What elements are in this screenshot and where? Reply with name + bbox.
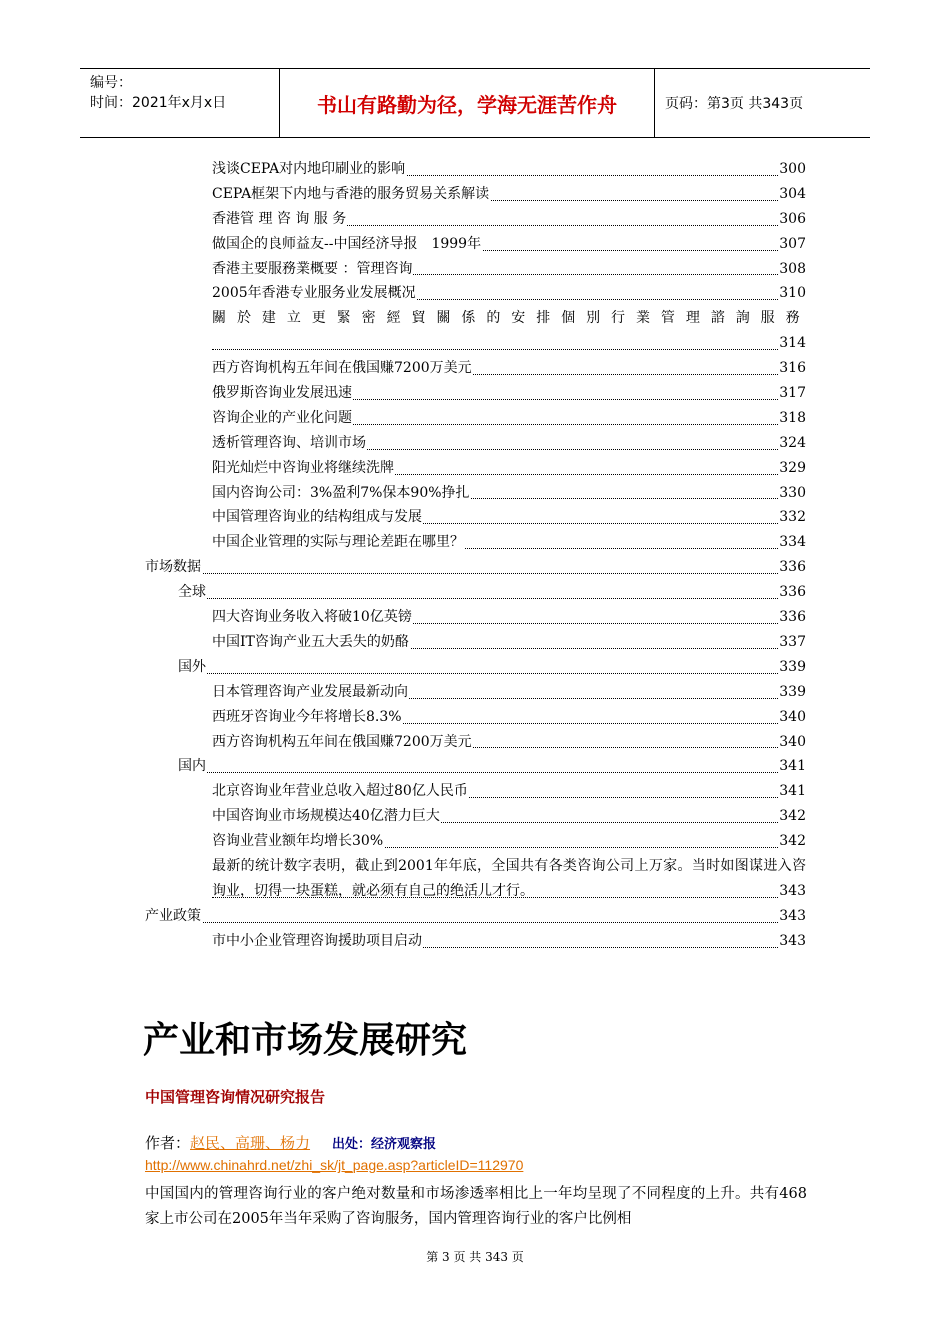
toc-entry-page: 314 bbox=[778, 331, 806, 356]
toc-entry[interactable] bbox=[0, 829, 950, 854]
toc-entry-title: 中国企业管理的实际与理论差距在哪里？ bbox=[212, 530, 465, 555]
page-footer: 第 3 页 共 343 页 bbox=[426, 1250, 524, 1264]
section-title: 产业和市场发展研究 bbox=[143, 1020, 468, 1061]
toc-entry[interactable] bbox=[0, 281, 950, 306]
toc-entry[interactable] bbox=[0, 854, 950, 904]
toc-entry-title: 市中小企业管理咨询援助项目启动 bbox=[212, 929, 423, 954]
toc-entry[interactable] bbox=[0, 904, 950, 929]
toc-entry-title: 俄罗斯咨询业发展迅速 bbox=[212, 381, 353, 406]
toc-entry-title: 香港管 理 咨 询 服 务 bbox=[212, 207, 347, 232]
toc-entry[interactable] bbox=[0, 555, 950, 580]
toc-entry-page: 310 bbox=[778, 281, 806, 306]
toc-dot-leader bbox=[212, 349, 780, 350]
toc-entry-title: 国内 bbox=[178, 754, 207, 779]
toc-entry-title: 西方咨询机构五年间在俄国赚7200万美元 bbox=[212, 356, 473, 381]
toc-entry-title: 中国咨询业市场规模达40亿潜力巨大 bbox=[212, 804, 441, 829]
toc-entry-page: 336 bbox=[778, 580, 806, 605]
toc-entry[interactable] bbox=[0, 157, 950, 182]
toc-entry-title: 中国管理咨询业的结构组成与发展 bbox=[212, 505, 423, 530]
toc-entry[interactable] bbox=[0, 754, 950, 779]
toc-entry-title: 四大咨询业务收入将破10亿英镑 bbox=[212, 605, 413, 630]
toc-entry-title: 国内咨询公司：3%盈利7%保本90%挣扎 bbox=[212, 481, 471, 506]
toc-entry-title: CEPA框架下内地与香港的服务贸易关系解读 bbox=[212, 182, 490, 207]
toc-entry[interactable] bbox=[0, 456, 950, 481]
toc-entry[interactable] bbox=[0, 804, 950, 829]
report-paragraph: 中国国内的管理咨询行业的客户绝对数量和市场渗透率相比上一年均呈现了不同程度的上升。共有468家上市公司在2005年当年采购了咨询服务，国内管理咨询行业的客户比例相 bbox=[145, 1186, 807, 1227]
author-names-link[interactable]: 赵民、高珊、杨力 bbox=[190, 1134, 311, 1152]
author-label: 作者： bbox=[145, 1134, 191, 1152]
toc-entry[interactable] bbox=[0, 207, 950, 232]
toc-entry-title: 咨询业营业额年均增长30% bbox=[212, 829, 384, 854]
header-motto: 书山有路勤为径，学海无涯苦作舟 bbox=[280, 69, 655, 137]
toc-entry-page: 300 bbox=[778, 157, 806, 182]
report-title: 中国管理咨询情况研究报告 bbox=[145, 1088, 326, 1106]
toc-entry[interactable] bbox=[0, 929, 950, 954]
toc-entry-title: 中国IT咨询产业五大丢失的奶酪 bbox=[212, 630, 410, 655]
toc-entry-title: 全球 bbox=[178, 580, 207, 605]
toc-entry-title: 北京咨询业年营业总收入超过80亿人民币 bbox=[212, 779, 469, 804]
toc-entry-page: 337 bbox=[778, 630, 806, 655]
toc-entry-page: 336 bbox=[778, 605, 806, 630]
toc-entry[interactable] bbox=[0, 580, 950, 605]
toc-entry-page: 308 bbox=[778, 257, 806, 282]
toc-entry-title: 關於建立更緊密經貿關係的安排個別行業管理諮詢服務 bbox=[212, 306, 807, 331]
toc-entry[interactable] bbox=[0, 730, 950, 755]
toc-entry-page: 324 bbox=[778, 431, 806, 456]
toc-entry-page: 306 bbox=[778, 207, 806, 232]
toc-entry-title: 做国企的良师益友--中国经济导报 1999年 bbox=[212, 232, 482, 257]
toc-entry-title: 最新的统计数字表明，截止到2001年年底，全国共有各类咨询公司上万家。当时如图谋进入咨询业，切得一块蛋糕，就必须有自己的绝活儿才行。 bbox=[212, 857, 806, 899]
toc-entry-page: 341 bbox=[778, 779, 806, 804]
toc-entry-page: 342 bbox=[778, 829, 806, 854]
toc-dot-leader bbox=[178, 598, 780, 599]
toc-entry-title: 透析管理咨询、培训市场 bbox=[212, 431, 367, 456]
toc-entry[interactable] bbox=[0, 381, 950, 406]
toc-entry-title: 西方咨询机构五年间在俄国赚7200万美元 bbox=[212, 730, 473, 755]
toc-entry-page: 318 bbox=[778, 406, 806, 431]
header-page-label: 页码：第3页 共343页 bbox=[665, 96, 804, 112]
toc-entry-title: 日本管理咨询产业发展最新动向 bbox=[212, 680, 409, 705]
toc-entry[interactable] bbox=[0, 257, 950, 282]
toc-entry-page: 336 bbox=[778, 555, 806, 580]
toc-entry-page: 343 bbox=[778, 879, 806, 904]
toc-entry[interactable] bbox=[0, 356, 950, 381]
toc-entry-title: 浅谈CEPA对内地印刷业的影响 bbox=[212, 157, 406, 182]
toc-entry-title: 阳光灿烂中咨询业将继续洗牌 bbox=[212, 456, 395, 481]
toc-entry[interactable] bbox=[0, 779, 950, 804]
toc-entry-page: 340 bbox=[778, 730, 806, 755]
toc-entry[interactable] bbox=[0, 182, 950, 207]
toc-entry[interactable] bbox=[0, 605, 950, 630]
toc-entry-page: 340 bbox=[778, 705, 806, 730]
toc-entry-page: 339 bbox=[778, 680, 806, 705]
toc-dot-leader bbox=[145, 922, 780, 923]
author-line bbox=[145, 1132, 436, 1153]
toc-entry[interactable] bbox=[0, 431, 950, 456]
toc-entry-title: 香港主要服務業概要 ：管理咨询 bbox=[212, 257, 413, 282]
toc-entry-title: 咨询企业的产业化问题 bbox=[212, 406, 353, 431]
toc-entry-page: 329 bbox=[778, 456, 806, 481]
toc-entry-page: 332 bbox=[778, 505, 806, 530]
toc-entry-title: 市场数据 bbox=[145, 555, 202, 580]
toc-entry-page: 307 bbox=[778, 232, 806, 257]
toc-entry-page: 339 bbox=[778, 655, 806, 680]
toc-entry-title: 2005年香港专业服务业发展概况 bbox=[212, 281, 417, 306]
toc-dot-leader bbox=[145, 573, 780, 574]
doc-time-label: 时间：2021年x月x日 bbox=[90, 95, 227, 111]
toc-entry-page: 341 bbox=[778, 754, 806, 779]
toc-entry-title: 产业政策 bbox=[145, 904, 202, 929]
source-url-link[interactable]: http://www.chinahrd.net/zhi_sk/jt_page.asp?articleID=112970 bbox=[145, 1157, 524, 1173]
toc-dot-leader bbox=[178, 772, 780, 773]
toc-entry-page: 330 bbox=[778, 481, 806, 506]
toc-entry[interactable] bbox=[0, 705, 950, 730]
header-info bbox=[80, 69, 280, 137]
toc-entry-page: 343 bbox=[778, 904, 806, 929]
toc-entry[interactable] bbox=[0, 530, 950, 555]
toc-entry-title: 西班牙咨询业今年将增长8.3% bbox=[212, 705, 403, 730]
doc-number-label: 编号： bbox=[90, 75, 132, 91]
toc-entry-page: 342 bbox=[778, 804, 806, 829]
toc-entry[interactable] bbox=[0, 481, 950, 506]
toc-entry[interactable] bbox=[0, 232, 950, 257]
table-of-contents bbox=[0, 157, 950, 954]
toc-entry-page: 343 bbox=[778, 929, 806, 954]
toc-dot-leader bbox=[178, 673, 780, 674]
toc-entry-page: 334 bbox=[778, 530, 806, 555]
toc-entry-title: 国外 bbox=[178, 655, 207, 680]
page-header bbox=[80, 68, 870, 138]
toc-entry-page: 304 bbox=[778, 182, 806, 207]
toc-entry[interactable] bbox=[0, 630, 950, 655]
toc-entry[interactable] bbox=[0, 505, 950, 530]
toc-entry[interactable] bbox=[0, 680, 950, 705]
toc-entry-page: 316 bbox=[778, 356, 806, 381]
toc-entry-page: 317 bbox=[778, 381, 806, 406]
source-label: 出处：经济观察报 bbox=[332, 1137, 437, 1152]
toc-entry[interactable] bbox=[0, 406, 950, 431]
toc-entry[interactable] bbox=[0, 655, 950, 680]
toc-entry[interactable] bbox=[0, 306, 950, 356]
